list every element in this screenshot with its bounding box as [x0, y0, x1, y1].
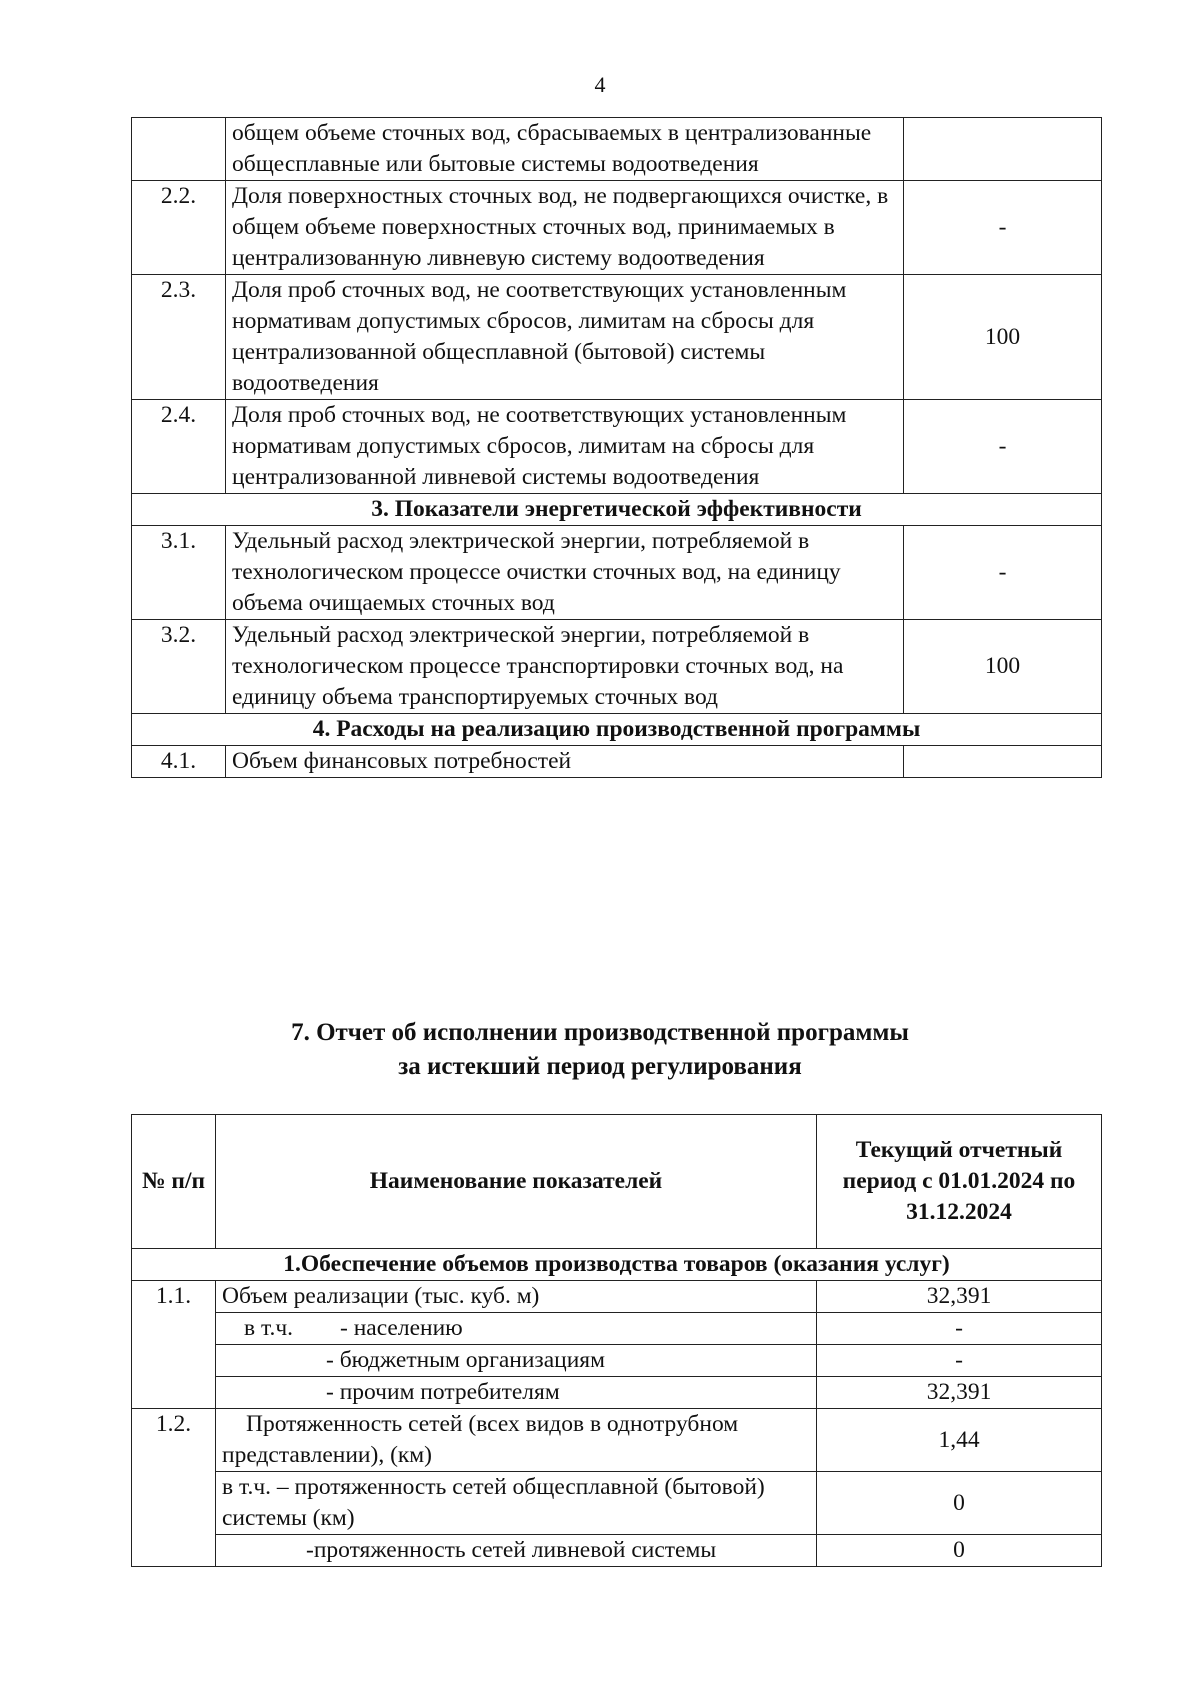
row-number: 3.2. [132, 620, 226, 714]
section-row [132, 1249, 1102, 1281]
subitem-name: - населению [340, 1315, 463, 1341]
table-row [132, 1313, 1102, 1345]
row-number: 3.1. [132, 526, 226, 620]
indicator-name-text: Протяженность сетей (всех видов в однотрубном представлении), (км) [222, 1411, 739, 1468]
report-heading [0, 1016, 1200, 1084]
section-title: 4. Расходы на реализацию производственной программы [132, 714, 1102, 746]
indicator-value: - [817, 1313, 1102, 1345]
section-row [132, 714, 1102, 746]
indicator-value: - [904, 400, 1102, 494]
indicator-value: - [817, 1345, 1102, 1377]
indicator-name: Доля проб сточных вод, не соответствующих установленным нормативам допустимых сбросов, лимитам на сбросы для централизованной ливневой системы водоотведения [226, 400, 904, 494]
header-row [132, 1115, 1102, 1249]
indicator-name: Объем реализации (тыс. куб. м) [216, 1281, 817, 1313]
table-row [132, 400, 1102, 494]
header-period: Текущий отчетный период с 01.01.2024 по 31.12.2024 [817, 1115, 1102, 1249]
report-heading-line1: 7. Отчет об исполнении производственной программы [291, 1019, 909, 1046]
table-row [132, 118, 1102, 181]
indicator-name: Удельный расход электрической энергии, потребляемой в технологическом процессе очистки сточных вод, на единицу объема очищаемых сточных вод [226, 526, 904, 620]
indicator-name: - прочим потребителям [216, 1377, 817, 1409]
indicator-name: Объем финансовых потребностей [226, 746, 904, 778]
indicator-value [904, 746, 1102, 778]
row-number: 4.1. [132, 746, 226, 778]
indicator-name [216, 1313, 817, 1345]
row-number: 2.2. [132, 181, 226, 275]
indicator-value: 100 [904, 620, 1102, 714]
header-name: Наименование показателей [216, 1115, 817, 1249]
table-row [132, 746, 1102, 778]
indicator-value: 0 [817, 1472, 1102, 1535]
table-row [132, 526, 1102, 620]
indicator-value: 1,44 [817, 1409, 1102, 1472]
table-row [132, 181, 1102, 275]
table-row [132, 275, 1102, 400]
subitem-prefix: в т.ч. [244, 1315, 294, 1341]
indicator-name: Удельный расход электрической энергии, потребляемой в технологическом процессе транспортировки сточных вод, на единицу объема транспортируемых сточных вод [226, 620, 904, 714]
indicator-value: - [904, 181, 1102, 275]
indicator-name: Доля поверхностных сточных вод, не подвергающихся очистке, в общем объеме поверхностных сточных вод, принимаемых в централизованную ливневую систему водоотведения [226, 181, 904, 275]
table-row [132, 1377, 1102, 1409]
indicator-value: 32,391 [817, 1377, 1102, 1409]
indicator-value: 32,391 [817, 1281, 1102, 1313]
indicator-name: общем объеме сточных вод, сбрасываемых в централизованные общесплавные или бытовые системы водоотведения [226, 118, 904, 181]
table-row [132, 1281, 1102, 1313]
table-row [132, 1535, 1102, 1567]
row-number: 2.4. [132, 400, 226, 494]
row-number: 1.2. [132, 1409, 216, 1567]
indicator-name: -протяженность сетей ливневой системы [216, 1535, 817, 1567]
section-title: 1.Обеспечение объемов производства товаров (оказания услуг) [132, 1249, 1102, 1281]
section-row [132, 494, 1102, 526]
indicator-name: Доля проб сточных вод, не соответствующих установленным нормативам допустимых сбросов, лимитам на сбросы для централизованной общесплавной (бытовой) системы водоотведения [226, 275, 904, 400]
section-title: 3. Показатели энергетической эффективности [132, 494, 1102, 526]
table-row [132, 1345, 1102, 1377]
table-row [132, 620, 1102, 714]
header-number: № п/п [132, 1115, 216, 1249]
table-row [132, 1472, 1102, 1535]
row-number [132, 118, 226, 181]
indicator-name: в т.ч. – протяженность сетей общесплавной (бытовой) системы (км) [216, 1472, 817, 1535]
indicators-table-continued [131, 117, 1102, 778]
table-row [132, 1409, 1102, 1472]
indicator-name [216, 1409, 817, 1472]
indicator-name: - бюджетным организациям [216, 1345, 817, 1377]
row-number: 2.3. [132, 275, 226, 400]
indicator-value [904, 118, 1102, 181]
indicator-value: 100 [904, 275, 1102, 400]
indicator-value: 0 [817, 1535, 1102, 1567]
indicator-value: - [904, 526, 1102, 620]
report-heading-line2: за истекший период регулирования [398, 1053, 802, 1080]
page-number: 4 [594, 72, 606, 97]
row-number: 1.1. [132, 1281, 216, 1409]
report-table [131, 1114, 1102, 1567]
